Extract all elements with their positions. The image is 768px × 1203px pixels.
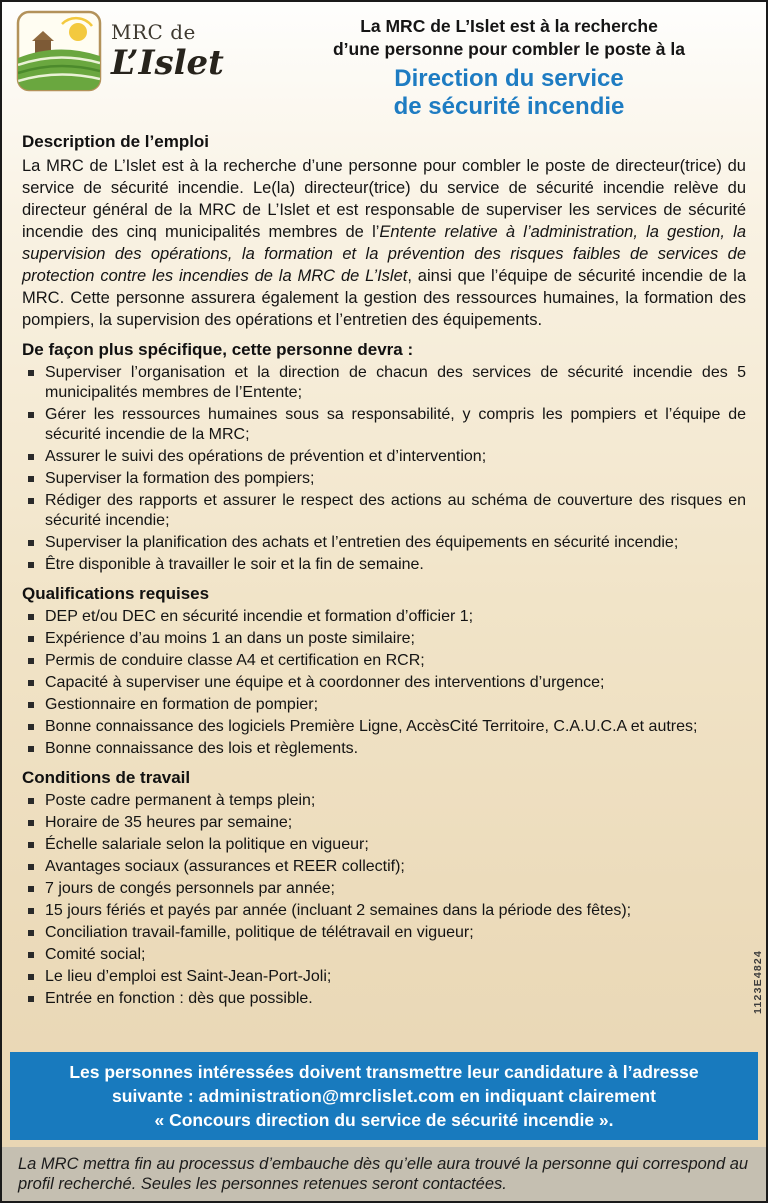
list-item xyxy=(22,923,746,943)
list-item xyxy=(22,989,746,1009)
list-item-text: Expérience d’au moins 1 an dans un poste similaire; xyxy=(45,630,415,648)
job-title-line1: Direction du service xyxy=(394,64,624,92)
list-item-text: Superviser l’organisation et la direction de chacun des services de sécurité incendie des 5 municipalités membres de l’Entente; xyxy=(45,364,746,402)
list-item xyxy=(22,405,746,445)
list-item xyxy=(22,879,746,899)
posting-body xyxy=(2,123,766,1046)
list-item-text: Conciliation travail-famille, politique de télétravail en vigueur; xyxy=(45,924,474,942)
conditions-list xyxy=(22,791,746,1009)
list-item-text: Bonne connaissance des logiciels Première Ligne, AccèsCité Territoire, C.A.U.C.A et autres; xyxy=(45,718,698,736)
list-item xyxy=(22,447,746,467)
list-item xyxy=(22,791,746,811)
list-item-text: Horaire de 35 heures par semaine; xyxy=(45,814,293,832)
job-title-line2: de sécurité incendie xyxy=(393,92,625,120)
list-item-text: Comité social; xyxy=(45,946,146,964)
square-bullet-icon xyxy=(28,820,34,826)
list-item xyxy=(22,739,746,759)
square-bullet-icon xyxy=(28,798,34,804)
square-bullet-icon xyxy=(28,476,34,482)
list-item-text: Rédiger des rapports et assurer le respect des actions au schéma de couverture des risques en sécurité incendie; xyxy=(45,492,746,530)
list-item-text: Superviser la planification des achats et l’entretien des équipements en sécurité incendie; xyxy=(45,534,679,552)
list-item-text: DEP et/ou DEC en sécurité incendie et formation d’officier 1; xyxy=(45,608,474,626)
square-bullet-icon xyxy=(28,370,34,376)
description-part2: , ainsi que l’équipe de sécurité incendie de la MRC. Cette personne assurera également la gestion des ressources humaines, la formation des pompiers, la supervision des opérations et l’entretien des équipements. xyxy=(22,267,746,330)
list-item-text: Avantages sociaux (assurances et REER collectif); xyxy=(45,858,405,876)
list-item xyxy=(22,469,746,489)
list-item xyxy=(22,945,746,965)
job-title xyxy=(272,65,746,122)
list-item xyxy=(22,555,746,575)
list-item xyxy=(22,607,746,627)
list-item-text: Gérer les ressources humaines sous sa responsabilité, y compris les pompiers et l’équipe de sécurité incendie de la MRC; xyxy=(45,406,746,444)
list-item-text: 7 jours de congés personnels par année; xyxy=(45,880,335,898)
square-bullet-icon xyxy=(28,658,34,664)
logo-org-script-name: L’Islet xyxy=(111,43,224,83)
list-item xyxy=(22,491,746,531)
list-item-text: Capacité à superviser une équipe et à coordonner des interventions d’urgence; xyxy=(45,674,605,692)
application-email: administration@mrclislet.com xyxy=(198,1086,455,1106)
list-item-text: Assurer le suivi des opérations de prévention et d’intervention; xyxy=(45,448,487,466)
banner-concours-line: « Concours direction du service de sécurité incendie ». xyxy=(154,1110,614,1130)
list-item xyxy=(22,835,746,855)
conditions-heading: Conditions de travail xyxy=(22,768,191,788)
square-bullet-icon xyxy=(28,864,34,870)
list-item xyxy=(22,901,746,921)
list-item-text: 15 jours fériés et payés par année (incluant 2 semaines dans la période des fêtes); xyxy=(45,902,632,920)
square-bullet-icon xyxy=(28,562,34,568)
square-bullet-icon xyxy=(28,724,34,730)
header-title-block xyxy=(272,10,752,121)
square-bullet-icon xyxy=(28,746,34,752)
header-intro-line2: d’une personne pour combler le poste à la xyxy=(332,38,686,59)
square-bullet-icon xyxy=(28,974,34,980)
square-bullet-icon xyxy=(28,886,34,892)
list-item xyxy=(22,651,746,671)
reference-code: 1123E4824 xyxy=(752,950,764,1014)
list-item xyxy=(22,629,746,649)
list-item xyxy=(22,695,746,715)
list-item xyxy=(22,533,746,553)
mrc-lislet-logo xyxy=(16,10,272,97)
list-item-text: Gestionnaire en formation de pompier; xyxy=(45,696,319,714)
list-item xyxy=(22,363,746,403)
square-bullet-icon xyxy=(28,702,34,708)
footer-note-text: La MRC mettra fin au processus d’embauche dès qu’elle aura trouvé la personne qui correspond au profil recherché. Seules les personnes retenues seront contactées. xyxy=(18,1155,749,1193)
logo-wordmark xyxy=(111,10,224,83)
list-item xyxy=(22,857,746,877)
list-item-text: Bonne connaissance des lois et règlements. xyxy=(45,740,359,758)
header-intro-line1: La MRC de L’Islet est à la recherche xyxy=(360,16,658,36)
square-bullet-icon xyxy=(28,996,34,1002)
qualifications-heading: Qualifications requises xyxy=(22,584,210,604)
description-paragraph xyxy=(22,155,746,331)
list-item-text: Être disponible à travailler le soir et la fin de semaine. xyxy=(45,556,424,574)
list-item-text: Échelle salariale selon la politique en vigueur; xyxy=(45,836,369,854)
square-bullet-icon xyxy=(28,412,34,418)
logo-org-name: MRC de xyxy=(111,20,196,44)
list-item xyxy=(22,717,746,737)
square-bullet-icon xyxy=(28,680,34,686)
list-item xyxy=(22,813,746,833)
application-banner xyxy=(10,1052,758,1140)
list-item-text: Poste cadre permanent à temps plein; xyxy=(45,792,316,810)
list-item xyxy=(22,673,746,693)
banner-text-part2: en indiquant clairement xyxy=(454,1086,656,1106)
footer-note xyxy=(2,1147,766,1201)
banner-text-part1: Les personnes intéressées doivent transmettre leur candidature à l’adresse suivante : xyxy=(69,1062,699,1106)
list-item-text: Superviser la formation des pompiers; xyxy=(45,470,315,488)
square-bullet-icon xyxy=(28,498,34,504)
description-part1: La MRC de L’Islet est à la recherche d’une personne pour combler le poste de directeur(trice) du service de sécurité incendie. Le(la) directeur(trice) du service de sécurité incendie relève du directeur général de la MRC de L’Islet et est responsable de superviser les services de sécurité incendie des cinq municipalités membres de l’ xyxy=(22,157,746,242)
list-item-text: Entrée en fonction : dès que possible. xyxy=(45,990,313,1008)
description-heading: Description de l’emploi xyxy=(22,132,210,152)
square-bullet-icon xyxy=(28,636,34,642)
mrc-lislet-logo-icon xyxy=(16,10,102,97)
square-bullet-icon xyxy=(28,842,34,848)
list-item-text: Le lieu d’emploi est Saint-Jean-Port-Joli; xyxy=(45,968,332,986)
square-bullet-icon xyxy=(28,614,34,620)
list-item-text: Permis de conduire classe A4 et certification en RCR; xyxy=(45,652,425,670)
qualifications-list xyxy=(22,607,746,759)
list-item xyxy=(22,967,746,987)
specifics-heading: De façon plus spécifique, cette personne devra : xyxy=(22,340,414,360)
description-entente-italic: Entente relative à l’administration, la gestion, la supervision des opérations, la formation et la prévention des risques faibles de services de protection contre les incendies de la MRC de L’Islet xyxy=(22,223,746,286)
square-bullet-icon xyxy=(28,952,34,958)
square-bullet-icon xyxy=(28,454,34,460)
square-bullet-icon xyxy=(28,908,34,914)
square-bullet-icon xyxy=(28,540,34,546)
square-bullet-icon xyxy=(28,930,34,936)
specifics-list xyxy=(22,363,746,575)
header xyxy=(2,2,766,123)
